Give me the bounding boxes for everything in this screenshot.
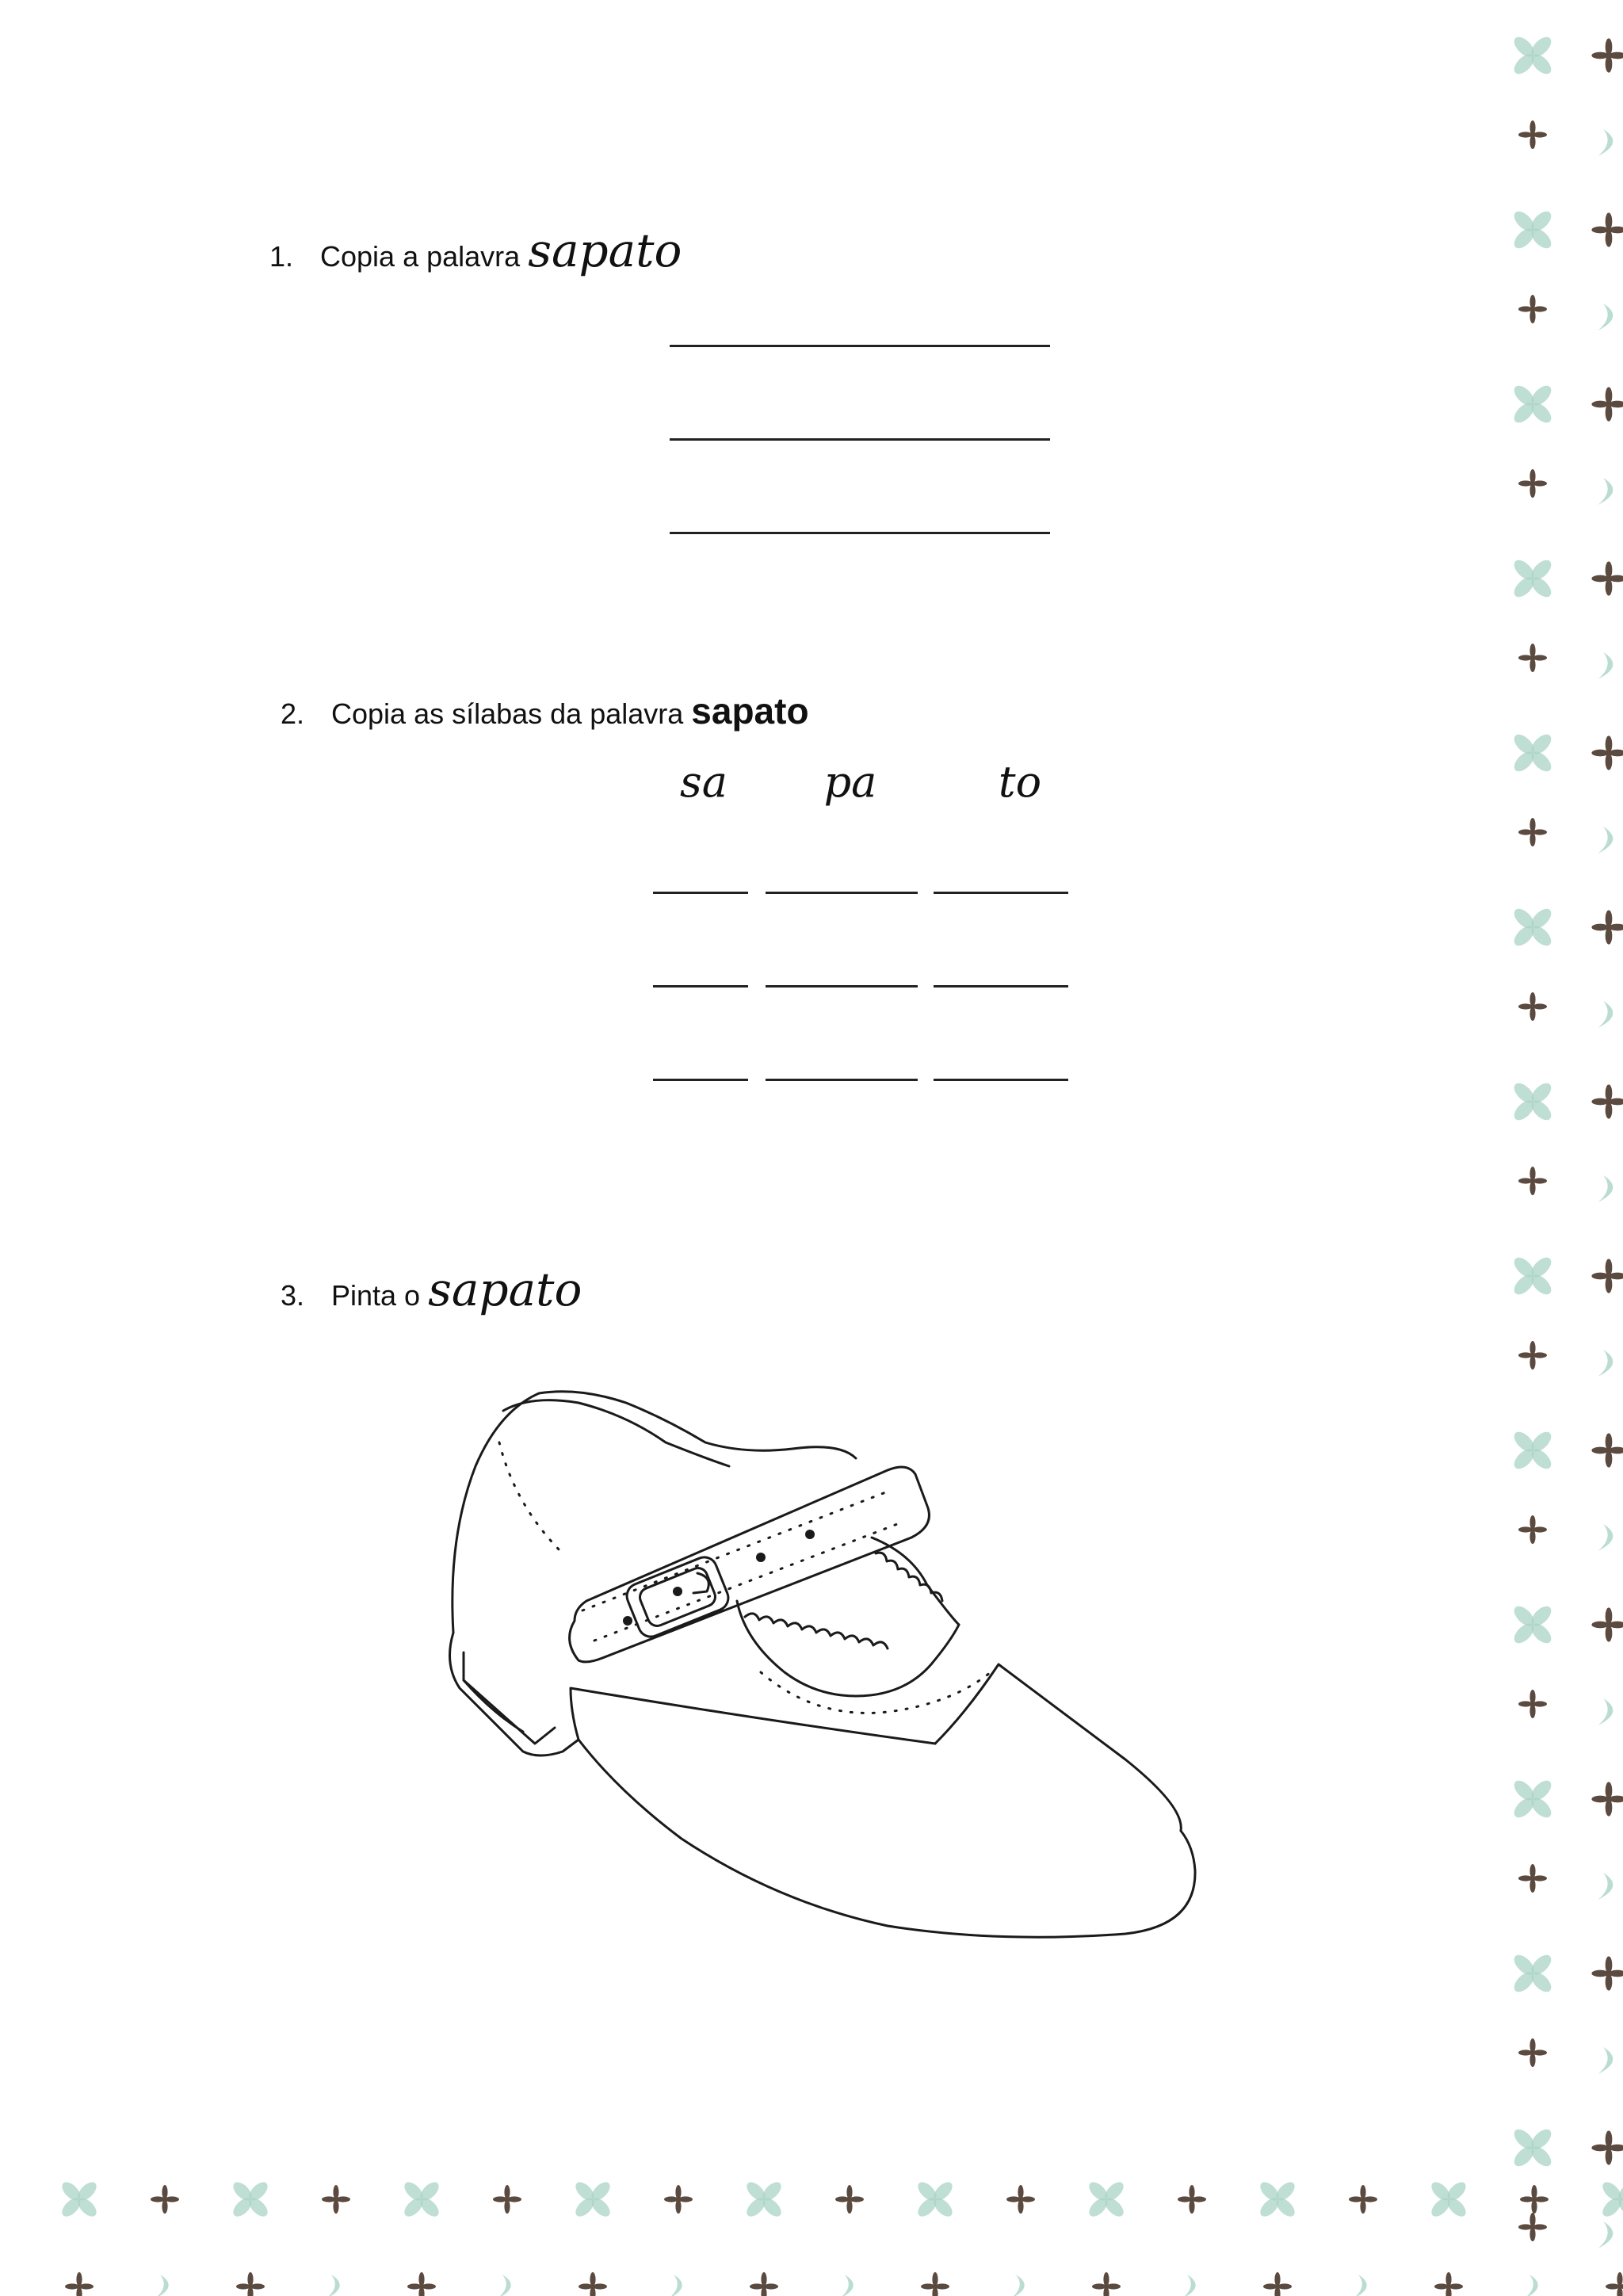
sprout-icon	[1518, 120, 1547, 149]
sprout-icon	[1518, 644, 1547, 672]
exercise-2-text: Copia as sílabas da palavra	[331, 697, 684, 730]
leaf-icon	[1598, 1001, 1613, 1028]
syllable-line-to-3[interactable]	[934, 1079, 1068, 1081]
sprout-icon	[1092, 2272, 1121, 2296]
clover-icon	[1510, 1603, 1554, 1646]
sprout-icon	[1591, 1782, 1623, 1816]
sprout-icon	[1520, 2185, 1549, 2214]
exercise-2-word: sapato	[691, 690, 809, 732]
exercise-1-number: 1.	[269, 240, 294, 273]
sprout-icon	[1591, 561, 1623, 595]
leaf-icon	[1598, 2047, 1613, 2074]
leaf-icon	[1598, 827, 1613, 854]
exercise-1-word: sapato	[528, 223, 682, 277]
sprout-icon	[1591, 2130, 1623, 2164]
sprout-icon	[1518, 1690, 1547, 1718]
syllable-line-sa-2[interactable]	[653, 985, 748, 988]
shoe-coloring-illustration[interactable]	[444, 1379, 1205, 1997]
clover-icon	[1510, 1951, 1554, 1995]
sprout-icon	[1349, 2185, 1377, 2214]
sprout-icon	[1263, 2272, 1292, 2296]
sprout-icon	[1518, 2038, 1547, 2067]
leaf-icon	[1598, 478, 1613, 505]
clover-icon	[743, 2179, 784, 2219]
writing-line-2[interactable]	[670, 438, 1050, 441]
sprout-icon	[1518, 295, 1547, 323]
clover-icon	[1510, 2126, 1554, 2169]
leaf-icon	[1598, 1524, 1613, 1551]
exercise-1-instruction	[269, 223, 682, 277]
exercise-3-number: 3.	[281, 1279, 305, 1312]
sprout-icon	[236, 2272, 265, 2296]
leaf-icon	[1598, 652, 1613, 679]
sprout-icon	[1434, 2272, 1463, 2296]
clover-icon	[915, 2179, 955, 2219]
leaf-icon	[1354, 2275, 1367, 2296]
leaf-icon	[840, 2275, 854, 2296]
exercise-1-text: Copia a palavra	[320, 240, 521, 273]
leaf-icon	[1598, 1873, 1613, 1900]
clover-icon	[230, 2179, 270, 2219]
leaf-icon	[1598, 129, 1613, 156]
sprout-icon	[1591, 1084, 1623, 1118]
sprout-icon	[151, 2185, 179, 2214]
clover-icon	[1086, 2179, 1126, 2219]
exercise-3-word: sapato	[428, 1263, 582, 1316]
sprout-icon	[664, 2185, 693, 2214]
sprout-icon	[1591, 910, 1623, 944]
decorative-border-bottom	[0, 2168, 1623, 2296]
writing-line-3[interactable]	[670, 532, 1050, 534]
leaf-icon	[1598, 1698, 1613, 1725]
exercise-2-instruction	[281, 690, 809, 732]
syllable-line-pa-1[interactable]	[766, 892, 918, 894]
leaf-icon	[1011, 2275, 1025, 2296]
sprout-icon	[1178, 2185, 1206, 2214]
syllable-line-pa-3[interactable]	[766, 1079, 918, 1081]
sprout-icon	[65, 2272, 94, 2296]
clover-icon	[1257, 2179, 1297, 2219]
sprout-icon	[1591, 38, 1623, 72]
clover-icon	[1510, 1428, 1554, 1472]
exercise-3-instruction	[281, 1263, 582, 1316]
sprout-icon	[1518, 1515, 1547, 1544]
clover-icon	[1510, 556, 1554, 600]
sprout-icon	[1606, 2272, 1623, 2296]
sprout-icon	[1518, 1341, 1547, 1370]
syllable-pa: pa	[823, 757, 877, 807]
clover-icon	[1510, 905, 1554, 949]
sprout-icon	[1518, 469, 1547, 498]
sprout-icon	[1591, 1956, 1623, 1990]
clover-icon	[1510, 1777, 1554, 1820]
sprout-icon	[1518, 992, 1547, 1021]
clover-icon	[1599, 2179, 1623, 2219]
writing-line-1[interactable]	[670, 345, 1050, 347]
clover-icon	[572, 2179, 613, 2219]
sprout-icon	[1518, 818, 1547, 846]
exercise-2-number: 2.	[281, 697, 305, 730]
sprout-icon	[407, 2272, 436, 2296]
leaf-icon	[1598, 1350, 1613, 1377]
sprout-icon	[322, 2185, 350, 2214]
sprout-icon	[1591, 735, 1623, 770]
leaf-icon	[327, 2275, 340, 2296]
clover-icon	[1428, 2179, 1468, 2219]
clover-icon	[401, 2179, 441, 2219]
sprout-icon	[493, 2185, 521, 2214]
clover-icon	[1510, 731, 1554, 774]
leaf-icon	[155, 2275, 169, 2296]
sprout-icon	[1591, 1607, 1623, 1641]
syllable-line-sa-3[interactable]	[653, 1079, 748, 1081]
sprout-icon	[1591, 212, 1623, 246]
sprout-icon	[1591, 1433, 1623, 1467]
sprout-icon	[750, 2272, 778, 2296]
syllable-to: to	[998, 757, 1042, 807]
leaf-icon	[1525, 2275, 1538, 2296]
sprout-icon	[1591, 387, 1623, 421]
sprout-icon	[1006, 2185, 1035, 2214]
leaf-icon	[669, 2275, 682, 2296]
clover-icon	[1510, 208, 1554, 251]
syllable-line-to-2[interactable]	[934, 985, 1068, 988]
sprout-icon	[1518, 1864, 1547, 1893]
clover-icon	[1510, 1254, 1554, 1297]
leaf-icon	[1182, 2275, 1196, 2296]
syllable-line-pa-2[interactable]	[766, 985, 918, 988]
sprout-icon	[1518, 1167, 1547, 1195]
sprout-icon	[835, 2185, 864, 2214]
sprout-icon	[579, 2272, 607, 2296]
clover-icon	[1510, 382, 1554, 426]
syllable-sa: sa	[680, 757, 727, 807]
leaf-icon	[1598, 304, 1613, 330]
sprout-icon	[1591, 1259, 1623, 1293]
leaf-icon	[498, 2275, 511, 2296]
clover-icon	[59, 2179, 99, 2219]
syllable-line-to-1[interactable]	[934, 892, 1068, 894]
syllable-line-sa-1[interactable]	[653, 892, 748, 894]
decorative-border-right	[1498, 0, 1623, 2296]
clover-icon	[1510, 1079, 1554, 1123]
leaf-icon	[1598, 1175, 1613, 1202]
clover-icon	[1510, 33, 1554, 77]
sprout-icon	[921, 2272, 949, 2296]
exercise-3-text: Pinta o	[331, 1279, 421, 1312]
